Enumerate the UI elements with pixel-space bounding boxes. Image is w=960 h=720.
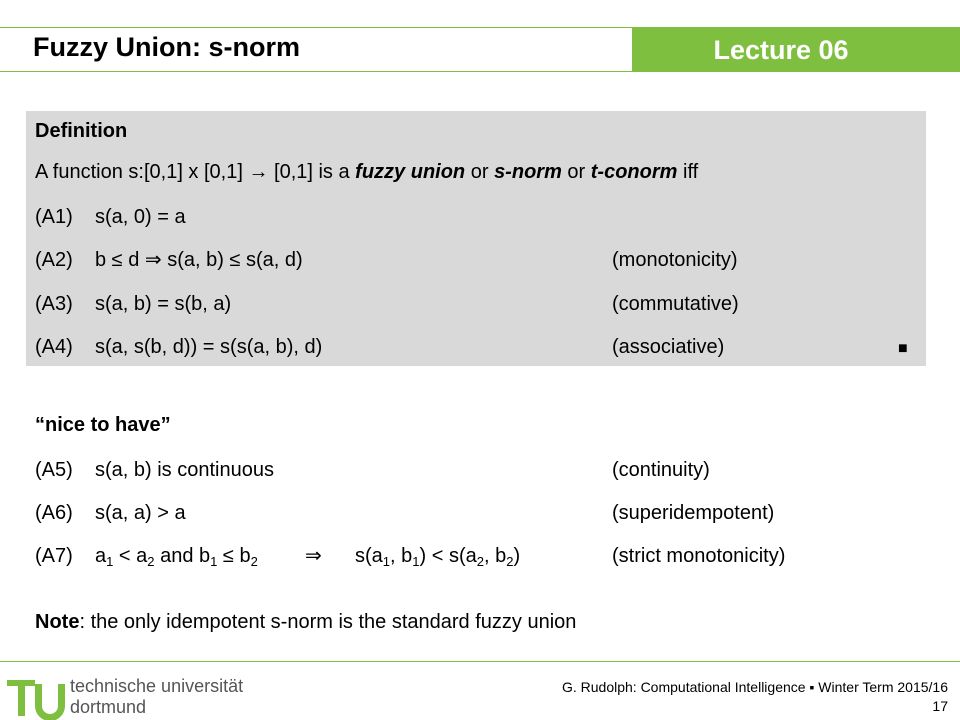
axiom-property: (continuity): [612, 459, 710, 481]
axiom-label: (A5): [35, 459, 73, 481]
axiom-property: (monotonicity): [612, 249, 738, 271]
lecture-badge: [632, 28, 960, 72]
qed-square-icon: ■: [898, 340, 908, 357]
axiom-formula-a7-right: $s(a_1$, $b_1) < s(a_2$, $b_2$): [355, 545, 521, 569]
implies-icon: ⇒: [305, 545, 322, 567]
axiom-property: (commutative): [612, 293, 739, 315]
header-bottom-rule: [0, 71, 632, 72]
axiom-property: (strict monotonicity): [612, 545, 786, 567]
axiom-formula-a7-left: $a_1 < a_2$ and $b_1 \le b_2$: [95, 545, 258, 569]
term-t-conorm: t-conorm: [590, 161, 678, 183]
axiom-property: (superidempotent): [612, 502, 775, 524]
axiom-formula: s(a, s(b, d)) = s(s(a, b), d): [95, 336, 323, 358]
axiom-label: (A3): [35, 293, 73, 315]
axiom-label: (A6): [35, 502, 73, 524]
axiom-label: (A2): [35, 249, 73, 271]
footer-author-course: G. Rudolph: Computational Intelligence ▪ Winter Term 2015/16: [561, 679, 948, 695]
footer-rule: [0, 661, 960, 662]
axiom-formula: s(a, 0) = a: [95, 206, 186, 228]
definition-intro: [35, 160, 698, 184]
intro-pre: A function s:[0,1] x [0,1] → [0,1] is a: [35, 161, 356, 183]
page-number: 17: [932, 698, 948, 714]
axiom-formula: s(a, b) = s(b, a): [95, 293, 232, 315]
slide-title: Fuzzy Union: s-norm: [33, 32, 300, 62]
axiom-formula: b ≤ d ⇒ s(a, b) ≤ s(a, d): [95, 249, 303, 271]
note-text: : the only idempotent s-norm is the standard fuzzy union: [79, 611, 577, 633]
intro-or1: or: [465, 161, 495, 183]
axiom-label: (A1): [35, 206, 73, 228]
intro-post: iff: [677, 161, 699, 183]
term-fuzzy-union: fuzzy union: [355, 161, 466, 183]
nice-to-have-heading: “nice to have”: [35, 414, 171, 436]
intro-or2: or: [561, 161, 591, 183]
axiom-formula: s(a, b) is continuous: [95, 459, 274, 481]
term-s-norm: s-norm: [494, 161, 562, 183]
lecture-label: Lecture 06: [713, 34, 849, 65]
footer-citation: [562, 678, 948, 716]
definition-heading: Definition: [35, 120, 128, 142]
axiom-label: (A4): [35, 336, 73, 358]
logo-line-2: dortmund: [70, 697, 147, 717]
note-label: Note: [35, 611, 80, 633]
axiom-label: (A7): [35, 545, 73, 567]
axiom-formula: s(a, a) > a: [95, 502, 186, 524]
definition-box: [26, 111, 926, 366]
note-line: [35, 610, 576, 634]
logo-text: [70, 676, 243, 718]
logo-line-1: technische universität: [70, 676, 244, 696]
axiom-property: (associative): [612, 336, 725, 358]
